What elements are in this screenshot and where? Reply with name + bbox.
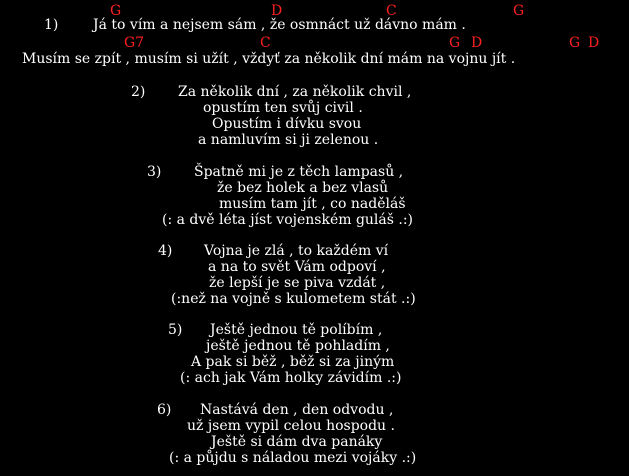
chord-label: G xyxy=(110,3,122,19)
lyric-line: Ještě jednou tě políbím , xyxy=(210,322,383,338)
chord-label: D xyxy=(271,3,283,19)
lyric-line: Nastává den , den odvodu , xyxy=(200,402,394,418)
lyric-line: (: a dvě léta jíst vojenském guláš .:) xyxy=(162,212,414,228)
lyric-line: Já to vím a nejsem sám , že osmnáct už dávno mám . xyxy=(93,17,466,33)
lyric-line: (:než na vojně s kulometem stát .:) xyxy=(171,291,416,307)
lyric-line: (: a půjdu s náladou mezi vojáky .:) xyxy=(169,450,417,466)
lyric-line: Špatně mi je z těch lampasů , xyxy=(194,164,404,180)
chord-label: C xyxy=(386,3,397,19)
lyric-line: musím tam jít , co naděláš xyxy=(219,196,406,212)
chord-label: D xyxy=(588,35,600,51)
verse-number: 5) xyxy=(168,322,183,338)
verse-number: 4) xyxy=(158,243,173,259)
lyric-line: a namluvím si ji zelenou . xyxy=(198,132,379,148)
verse-number: 1) xyxy=(44,17,59,33)
chord-label: G xyxy=(569,35,581,51)
lyric-line: že bez holek a bez vlasů xyxy=(217,180,389,196)
chord-label: D xyxy=(471,35,483,51)
lyric-line: Opustím i dívku svou xyxy=(212,116,362,132)
lyric-line: opustím ten svůj civil . xyxy=(203,100,363,116)
chord-label: G xyxy=(449,35,461,51)
chord-label: C xyxy=(260,35,271,51)
lyric-line: ještě jednou tě pohladím , xyxy=(206,338,390,354)
lyric-line: že lepší je se piva vzdát , xyxy=(209,275,386,291)
verse-number: 3) xyxy=(147,164,162,180)
lyric-line: Vojna je zlá , to každém ví xyxy=(204,243,389,259)
chord-label: G xyxy=(513,3,525,19)
lyric-line: A pak si běž , běž si za jiným xyxy=(191,354,395,370)
lyric-line: Ještě si dám dva panáky xyxy=(211,434,383,450)
lyric-line: (: ach jak Vám holky závidím .:) xyxy=(180,370,402,386)
lyric-line: Musím se zpít , musím si užít , vždyť za několik dní mám na vojnu jít . xyxy=(22,51,516,67)
chord-label: G7 xyxy=(124,35,145,51)
lyric-line: a na to svět Vám odpoví , xyxy=(208,259,386,275)
lyric-line: Za několik dní , za několik chvil , xyxy=(178,84,412,100)
lyric-line: už jsem vypil celou hospodu . xyxy=(187,418,395,434)
verse-number: 2) xyxy=(131,84,146,100)
verse-number: 6) xyxy=(157,402,172,418)
